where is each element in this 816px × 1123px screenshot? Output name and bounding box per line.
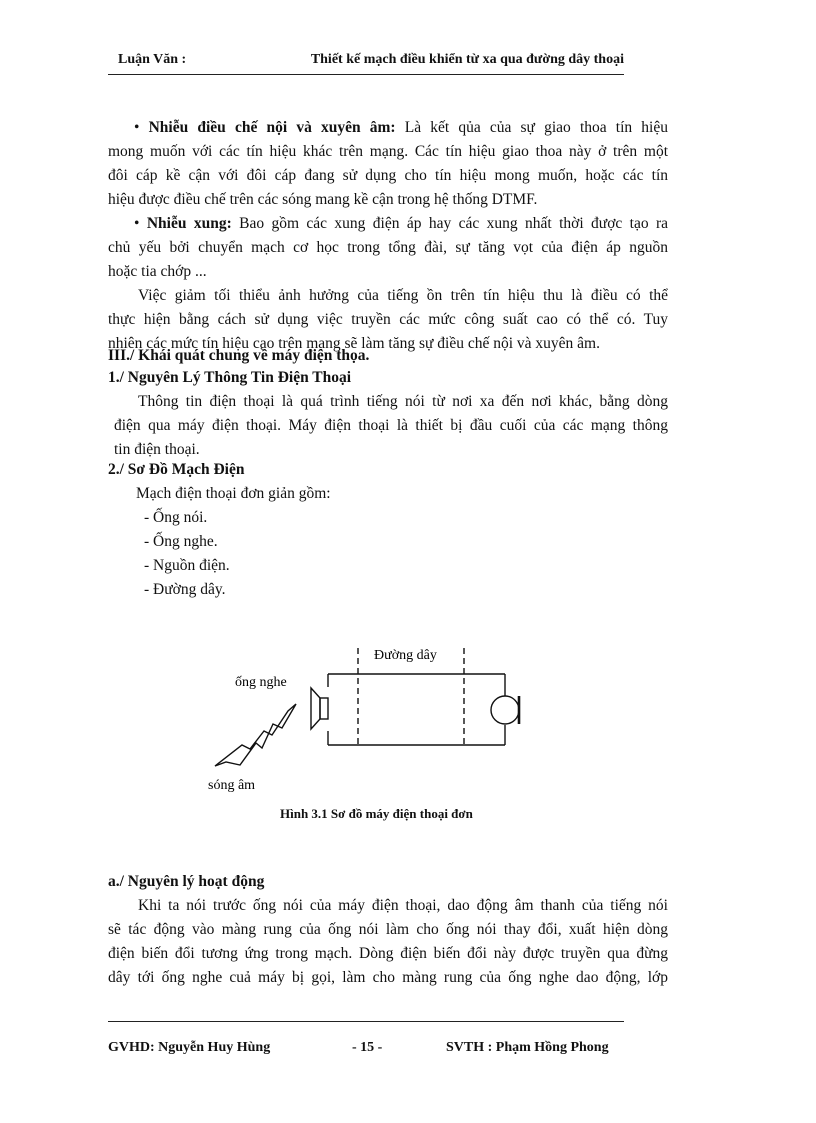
header-left: Luận Văn : [118,52,187,67]
list-item: - Ống nói. [144,509,208,526]
figure-caption: Hình 3.1 Sơ đồ máy điện thoại đơn [280,806,473,821]
receiver-icon [320,698,328,719]
paragraph-principle: Thông tin điện thoại là quá trình tiếng nói từ nơi xa đến nơi khác, bằng dòng điện qua máy điện thoại. Máy điện thoại là thiết bị đầu cuối của các mạng thông tin điện thoại. [114,393,668,458]
subsection-heading-2: 2./ Sơ Đồ Mạch Điện [108,461,245,478]
footer-advisor: GVHD: Nguyễn Huy Hùng [108,1040,271,1055]
subsection-heading-a: a./ Nguyên lý hoạt động [108,873,265,890]
bullet: • [134,119,140,136]
bullet: • [134,215,140,232]
receiver-cone [311,688,320,729]
footer-rule [108,1021,624,1022]
header-right: Thiết kế mạch điều khiển từ xa qua đường dây thoại [310,52,624,67]
section-heading: III./ Khái quát chung về máy điện thọa. [108,347,370,364]
subsection-heading-1: 1./ Nguyên Lý Thông Tin Điện Thoại [108,369,352,386]
page-number: - 15 - [352,1040,383,1055]
footer-student: SVTH : Phạm Hồng Phong [446,1040,609,1055]
list-item: - Ống nghe. [144,533,218,550]
paragraph-intermod-noise: • Nhiễu điều chế nội và xuyên âm: Là kết qủa của sự giao thoa tín hiệu mong muốn với các tín hiệu khác trên mạng. Các tín hiệu giao thoa này ở trên một đôi cáp kề cận với đôi cáp đang sử dụng cho tín hiệu mong muốn, hoặc các tín hiệu được điều chế trên các sóng mang kề cận trong hệ thống DTMF. [108,119,668,208]
list-item: - Đường dây. [144,581,226,598]
microphone-icon [491,696,519,724]
sound-wave-icon [215,704,296,766]
list-item: - Nguồn điện. [144,557,230,574]
label-sound-wave: sóng âm [208,778,256,793]
paragraph-impulse-noise: • Nhiễu xung: Bao gồm các xung điện áp hay các xung nhất thời được tạo ra chủ yếu bởi chuyển mạch cơ học trong tổng đài, sự tăng vọt của điện áp nguồn hoặc tia chớp ... [108,215,669,280]
paragraph-noise-reduction: Việc giảm tối thiểu ảnh hưởng của tiếng ồn trên tín hiệu thu là điều có thể thực hiện bằng cách sử dụng việc truyền các mức công suất cao có thể có. Tuy nhiên các mức tín hiệu cao trên mạng sẽ làm tăng sự điều chế nội và xuyên âm. [108,287,668,352]
label-line: Đường dây [374,648,437,663]
label-receiver: ống nghe [235,675,287,690]
paragraph-operation: Khi ta nói trước ống nói của máy điện thoại, dao động âm thanh của tiếng nói sẽ tác động vào màng rung của ống nói làm cho ống nói thay đổi, xuất hiện dòng điện biến đổi tương ứng trong mạch. Dòng điện biến đổi này được truyền qua đừng dây tới ống nghe cuả máy bị gọi, làm cho màng rung của ống nghe dao động, lớp [108,897,668,986]
term-impulse-noise: Nhiễu xung: [146,215,232,232]
circuit-components: Mạch điện thoại đơn giản gồm: - Ống nói. - Ống nghe. - Nguồn điện. - Đường dây. [108,482,668,602]
term-intermod-noise: Nhiễu điều chế nội và xuyên âm: [148,119,396,136]
